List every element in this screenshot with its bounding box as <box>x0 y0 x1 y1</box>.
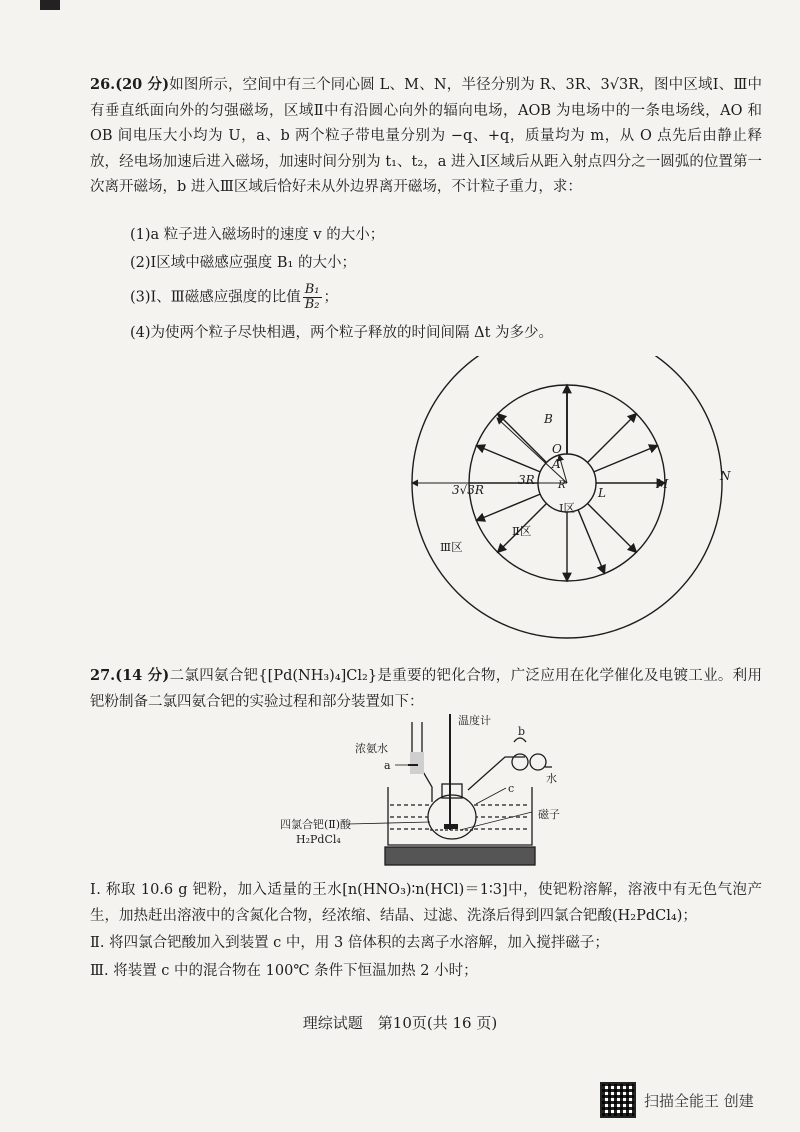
label-L: L <box>598 486 606 500</box>
q27-step2: Ⅱ. 将四氯合钯酸加入到装置 c 中，用 3 倍体积的去离子水溶解，加入搅拌磁子； <box>90 935 609 951</box>
label-3R: 3R <box>518 473 535 487</box>
q26-sub3-end: ； <box>323 289 339 306</box>
label-stirbar: 磁子 <box>538 808 560 821</box>
label-a: a <box>384 759 391 772</box>
q26-sub3 <box>130 283 338 312</box>
q26-sub4: (4)为使两个粒子尽快相遇，两个粒子释放的时间间隔 Δt 为多少。 <box>130 325 554 341</box>
label-R: R <box>558 480 566 491</box>
label-3sqrt3R: 3√3R <box>452 483 484 497</box>
label-water: 水 <box>546 772 557 785</box>
question-26 <box>90 72 762 201</box>
q27-text <box>90 663 762 715</box>
concentric-field-figure <box>400 356 750 656</box>
label-O: O <box>552 442 562 456</box>
field-line <box>498 414 547 463</box>
condenser-tube <box>468 757 525 790</box>
label-acid-name: 四氯合钯(Ⅱ)酸 <box>280 818 352 831</box>
q26-points: (20 分) <box>115 76 170 93</box>
bulb-2 <box>530 754 546 770</box>
q27-points: (14 分) <box>115 667 170 684</box>
q26-number: 26. <box>90 76 116 93</box>
q27-number: 27. <box>90 667 116 684</box>
label-thermometer: 温度计 <box>458 714 491 727</box>
b1-over-b2-fraction <box>303 283 322 312</box>
question-27 <box>90 663 762 715</box>
qr-code-icon <box>600 1082 636 1118</box>
label-N: N <box>720 469 731 483</box>
scanner-watermark <box>600 1082 754 1118</box>
label-region-1: Ⅰ区 <box>558 501 576 515</box>
q27-step3: Ⅲ. 将装置 c 中的混合物在 100℃ 条件下恒温加热 2 小时； <box>90 962 478 979</box>
label-acid-formula: H₂PdCl₄ <box>296 833 341 846</box>
q26-intro: 如图所示，空间中有三个同心圆 L、M、N，半径分别为 R、3R、3√3R，图中区域Ⅰ、Ⅲ中有垂直纸面向外的匀强磁场，区域Ⅱ中有沿圆心向外的辐向电场，AOB 为电场中的一条电场线，AO 和 OB 间电压大小均为 U，a、b 两个粒子带电量分别为 −q、+q，质量均为 m，从 O 点先后由静止释放，经电场加速后进入磁场，加速时间分别为 t₁、t₂，a 进入Ⅰ区域后从距入射点四分之一圆弧的位置第一次离开磁场，b 进入Ⅲ区域后恰好未从外边界离开磁场，不计粒子重力，求： <box>90 77 762 195</box>
field-line <box>578 510 604 574</box>
page-footer: 理综试题 第10页(共 16 页) <box>302 1014 498 1032</box>
q26-text <box>90 72 762 201</box>
q27-steps <box>90 878 762 984</box>
scan-edge-mark <box>40 0 60 10</box>
watermark-text: 扫描全能王 创建 <box>644 1091 754 1110</box>
field-line <box>477 494 541 520</box>
field-line <box>594 446 658 472</box>
fraction-numerator: B₁ <box>304 282 320 297</box>
label-region-3: Ⅲ区 <box>440 540 463 554</box>
label-A: A <box>552 457 561 471</box>
label-c: c <box>508 782 515 795</box>
fraction-denominator: B₂ <box>304 297 320 312</box>
label-M: M <box>656 477 669 491</box>
label-B: B <box>544 412 553 426</box>
q27-intro: 二氯四氨合钯{[Pd(NH₃)₄]Cl₂}是重要的钯化合物，广泛应用在化学催化及电镀工业。利用钯粉制备二氯四氨合钯的实验过程和部分装置如下： <box>90 668 762 710</box>
q27-step1: Ⅰ. 称取 10.6 g 钯粉，加入适量的王水[n(HNO₃)∶n(HCl)＝1∶3]中，使钯粉溶解，溶液中有无色气泡产生，加热赶出溶液中的含氮化合物，经浓缩、结晶、过滤、洗涤后得到四氯合钯酸(H₂PdCl₄)； <box>90 882 762 924</box>
q26-sub3-text: (3)Ⅰ、Ⅲ磁感应强度的比值 <box>130 289 301 306</box>
apparatus-figure <box>280 712 580 877</box>
field-line <box>588 414 637 463</box>
stir-bar <box>444 824 458 829</box>
field-line <box>588 504 637 553</box>
label-region-2: Ⅱ区 <box>512 524 532 538</box>
q26-sub2: (2)Ⅰ区域中磁感应强度 B₁ 的大小； <box>130 255 356 271</box>
label-b: b <box>518 725 526 738</box>
q26-sub1: (1)a 粒子进入磁场时的速度 v 的大小； <box>130 227 385 243</box>
flask-c <box>428 795 476 839</box>
label-ammonia: 浓氨水 <box>355 742 388 755</box>
hotplate-stand <box>385 847 535 865</box>
